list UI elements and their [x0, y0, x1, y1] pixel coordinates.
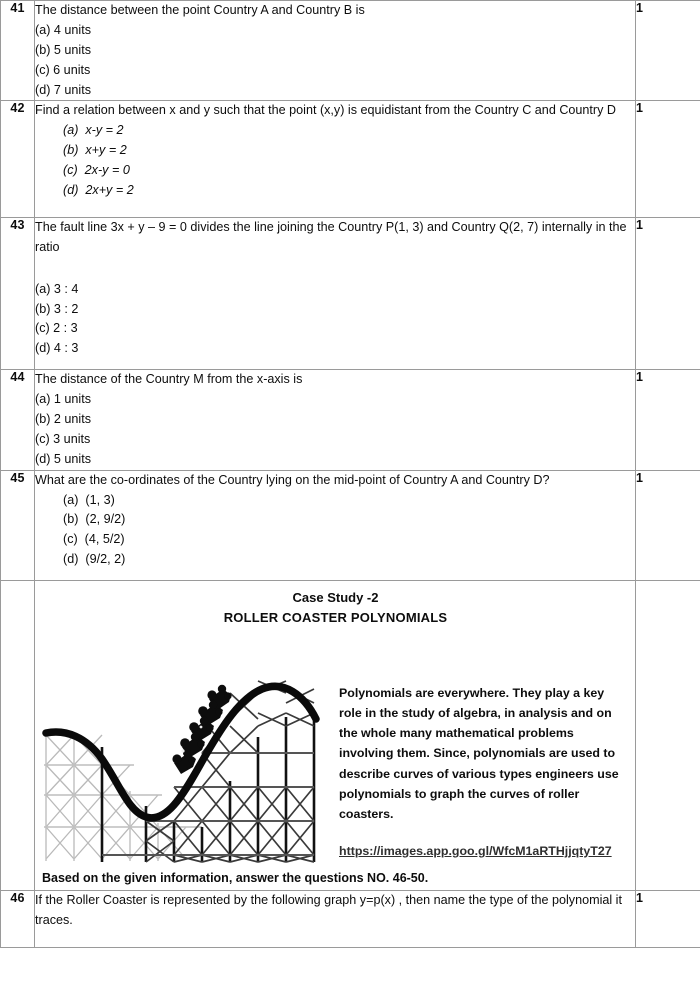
option-item[interactable]: (d) 7 units [35, 82, 91, 97]
question-body [35, 1, 636, 101]
option-item[interactable]: (a) (1, 3) [63, 492, 115, 507]
option-item[interactable]: (b) (2, 9/2) [63, 512, 126, 527]
option-item[interactable]: (b) 5 units [35, 42, 91, 57]
table-row [1, 470, 700, 580]
table-row [1, 1, 700, 101]
question-marks: 1 [636, 217, 700, 369]
option-list [35, 390, 635, 470]
question-body [35, 101, 636, 217]
question-marks: 1 [636, 890, 700, 947]
question-body [35, 217, 636, 369]
row-spacer [35, 359, 635, 369]
question-stem: The distance of the Country M from the x-axis is [35, 372, 303, 387]
question-number: 41 [1, 1, 35, 101]
option-item[interactable]: (d) 2x+y = 2 [63, 183, 134, 198]
roller-coaster-illustration [42, 641, 327, 863]
case-study-body [35, 581, 636, 891]
case-study-number-cell [1, 581, 35, 891]
table-row [1, 890, 700, 947]
question-marks: 1 [636, 370, 700, 470]
question-marks: 1 [636, 101, 700, 217]
option-item[interactable]: (b) 2 units [35, 412, 91, 427]
roller-coaster-svg [42, 641, 327, 863]
case-study-paragraph: Polynomials are everywhere. They play a key role in the study of algebra, in analysis and on the whole many mathematical problems involving them. Since, polynomials are used to describe curves of various types engineers use polynomials to graph the curves of roller coasters. [339, 686, 619, 821]
posts-dark [102, 717, 314, 862]
question-body [35, 370, 636, 470]
option-item[interactable]: (a) 1 units [35, 392, 91, 407]
option-item[interactable]: (b) 3 : 2 [35, 301, 79, 316]
question-stem: What are the co-ordinates of the Country lying on the mid-point of Country A and Country D? [35, 472, 550, 487]
question-stem: The distance between the point Country A and Country B is [35, 3, 365, 17]
question-body [35, 470, 636, 580]
case-study-text-column [327, 641, 629, 860]
question-number: 42 [1, 101, 35, 217]
question-number: 44 [1, 370, 35, 470]
table-row [1, 217, 700, 369]
option-item[interactable]: (d) (9/2, 2) [63, 552, 126, 567]
option-item[interactable]: (c) (4, 5/2) [63, 532, 125, 547]
option-list [35, 21, 635, 101]
case-study-heading [42, 581, 629, 627]
question-stem: If the Roller Coaster is represented by the following graph y=p(x) , then name the type of the polynomial it traces. [35, 892, 622, 927]
option-item[interactable]: (d) 4 : 3 [35, 341, 79, 356]
source-link[interactable]: https://images.app.goo.gl/WfcM1aRTHjjqtyT27 [339, 843, 612, 858]
question-marks: 1 [636, 470, 700, 580]
case-study-marks-cell [636, 581, 700, 891]
option-item[interactable]: (a) x-y = 2 [63, 123, 124, 138]
case-study-content [42, 641, 629, 863]
option-list [35, 121, 635, 201]
option-list [35, 491, 635, 571]
question-body [35, 890, 636, 947]
question-stem: Find a relation between x and y such that the point (x,y) is equidistant from the Country C and Country D [35, 103, 617, 118]
lattice-left-light [46, 735, 186, 859]
row-spacer [35, 570, 635, 580]
question-number: 46 [1, 890, 35, 947]
question-number: 45 [1, 470, 35, 580]
case-study-row [1, 581, 700, 891]
question-marks: 1 [636, 1, 700, 101]
row-spacer [35, 931, 635, 947]
option-item[interactable]: (a) 3 : 4 [35, 281, 79, 296]
row-spacer [35, 201, 635, 217]
option-item[interactable]: (d) 5 units [35, 451, 91, 466]
question-number: 43 [1, 217, 35, 369]
case-study-title: Case Study -2 [292, 590, 379, 606]
option-item[interactable]: (c) 2 : 3 [35, 321, 78, 336]
case-study-footnote: Based on the given information, answer the questions NO. 46-50. [42, 871, 429, 886]
question-stem: The fault line 3x + y – 9 = 0 divides the line joining the Country P(1, 3) and Country Q(2, 7) internally in the ratio [35, 219, 627, 254]
table-row [1, 370, 700, 470]
option-list [35, 280, 635, 360]
table-row [1, 101, 700, 217]
option-item[interactable]: (c) 2x-y = 0 [63, 163, 130, 178]
option-item[interactable]: (c) 6 units [35, 62, 91, 77]
case-study-subtitle: ROLLER COASTER POLYNOMIALS [223, 609, 448, 625]
row-spacer [35, 258, 635, 280]
option-item[interactable]: (c) 3 units [35, 431, 91, 446]
option-item[interactable]: (a) 4 units [35, 22, 91, 37]
option-item[interactable]: (b) x+y = 2 [63, 143, 127, 158]
